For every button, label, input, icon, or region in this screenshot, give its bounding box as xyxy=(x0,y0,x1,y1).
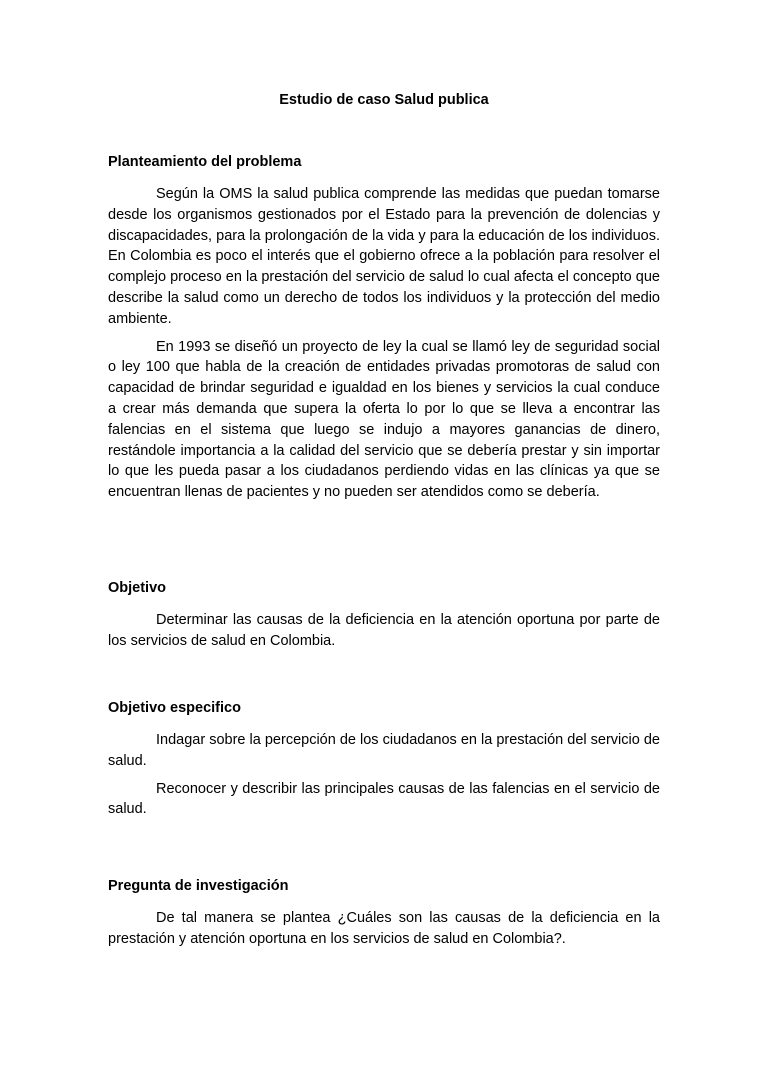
paragraph: De tal manera se plantea ¿Cuáles son las causas de la deficiencia en la prestación y atención oportuna en los servicios de salud en Colombia?. xyxy=(108,910,660,947)
section-heading: Objetivo xyxy=(108,580,167,596)
section-heading: Objetivo especifico xyxy=(108,700,241,716)
document-title: Estudio de caso Salud publica xyxy=(279,92,489,108)
section-heading: Pregunta de investigación xyxy=(108,878,289,894)
paragraph: Reconocer y describir las principales causas de las falencias en el servicio de salud. xyxy=(108,780,660,818)
section-heading: Planteamiento del problema xyxy=(108,154,302,170)
paragraph: En 1993 se diseñó un proyecto de ley la cual se llamó ley de seguridad social o ley 100 que habla de la creación de entidades privadas promotoras de salud con capacidad de brindar seguridad e igualdad en los bienes y servicios la cual conduce a crear más demanda que supera la oferta lo por lo que se lleva a encontrar las falencias en el sistema que luego se indujo a mayores ganancias de dinero, restándole importancia a la calidad del servicio que se debería prestar y sin importar lo que les pueda pasar a los ciudadanos perdiendo vidas en las clínicas ya que se encuentran llenas de pacientes y no pueden ser atendidos como se debería. xyxy=(108,338,660,501)
paragraph: Según la OMS la salud publica comprende las medidas que puedan tomarse desde los organismos gestionados por el Estado para la prevención de dolencias y discapacidades, para la prolongación de la vida y para la educación de los individuos. En Colombia es poco el interés que el gobierno ofrece a la población para resolver el complejo proceso en la prestación del servicio de salud lo cual afecta el concepto que describe la salud como un derecho de todos los individuos y la protección del medio ambiente. xyxy=(108,186,660,327)
section-research-question xyxy=(108,876,660,957)
paragraph: Indagar sobre la percepción de los ciudadanos en la prestación del servicio de salud. xyxy=(108,732,660,769)
section-specific-objective xyxy=(108,698,660,827)
section-objective xyxy=(108,578,660,659)
section-problem-statement xyxy=(108,152,660,510)
paragraph: Determinar las causas de la deficiencia en la atención oportuna por parte de los servicios de salud en Colombia. xyxy=(108,612,660,649)
